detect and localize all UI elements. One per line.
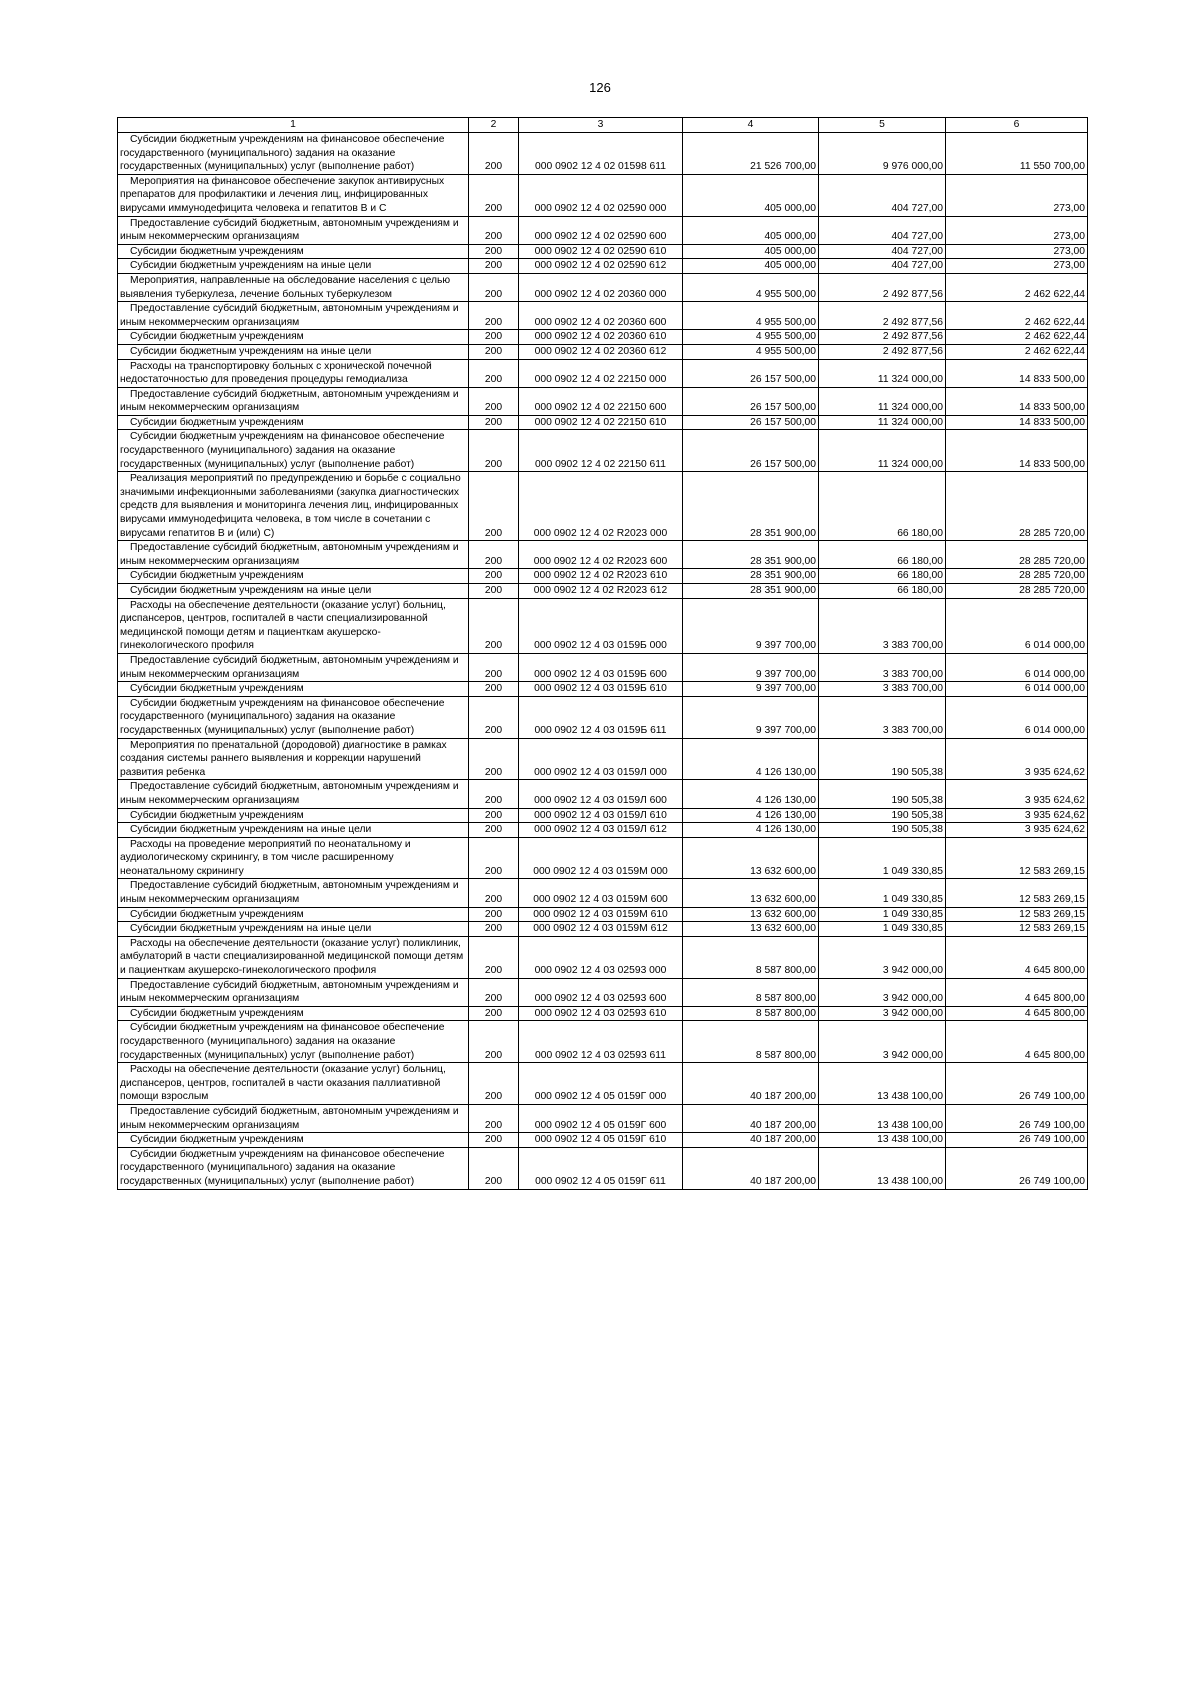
row-name-cell: Субсидии бюджетным учреждениям на иные цели — [118, 823, 469, 838]
row-amount-col4-cell: 4 955 500,00 — [683, 330, 819, 345]
row-kvr-cell: 200 — [469, 344, 519, 359]
row-name-cell: Предоставление субсидий бюджетным, автономным учреждениям и иным некоммерческим организациям — [118, 541, 469, 569]
row-amount-col4-cell: 9 397 700,00 — [683, 682, 819, 697]
table-row — [118, 978, 1088, 1006]
row-name-cell: Субсидии бюджетным учреждениям на иные цели — [118, 584, 469, 599]
row-amount-col6-cell: 4 645 800,00 — [946, 978, 1088, 1006]
row-code-cell: 000 0902 12 4 02 R2023 610 — [519, 569, 683, 584]
table-row — [118, 598, 1088, 653]
row-kvr-cell: 200 — [469, 1006, 519, 1021]
row-name-cell: Субсидии бюджетным учреждениям — [118, 569, 469, 584]
row-name-cell: Предоставление субсидий бюджетным, автономным учреждениям и иным некоммерческим организациям — [118, 216, 469, 244]
row-name-cell: Расходы на транспортировку больных с хронической почечной недостаточностью для проведения процедуры гемодиализа — [118, 359, 469, 387]
table-row — [118, 738, 1088, 780]
row-name-cell: Расходы на обеспечение деятельности (оказание услуг) поликлиник, амбулаторий в части специализированной медицинской помощи детям и пациенткам акушерско-гинекологического профиля — [118, 936, 469, 978]
header-cell-6: 6 — [946, 118, 1088, 133]
row-code-cell: 000 0902 12 4 03 0159Л 600 — [519, 780, 683, 808]
row-kvr-cell: 200 — [469, 584, 519, 599]
row-amount-col6-cell: 11 550 700,00 — [946, 133, 1088, 175]
row-name-cell: Субсидии бюджетным учреждениям на финансовое обеспечение государственного (муниципального) задания на оказание государственных (муниципальных) услуг (выполнение работ) — [118, 1021, 469, 1063]
row-code-cell: 000 0902 12 4 03 02593 600 — [519, 978, 683, 1006]
row-amount-col5-cell: 2 492 877,56 — [819, 273, 946, 301]
row-kvr-cell: 200 — [469, 823, 519, 838]
table-row — [118, 359, 1088, 387]
row-kvr-cell: 200 — [469, 837, 519, 879]
row-amount-col6-cell: 26 749 100,00 — [946, 1063, 1088, 1105]
row-name-cell: Субсидии бюджетным учреждениям на финансовое обеспечение государственного (муниципального) задания на оказание государственных (муниципальных) услуг (выполнение работ) — [118, 133, 469, 175]
table-row — [118, 1021, 1088, 1063]
row-code-cell: 000 0902 12 4 02 02590 600 — [519, 216, 683, 244]
row-amount-col5-cell: 1 049 330,85 — [819, 879, 946, 907]
row-amount-col6-cell: 4 645 800,00 — [946, 1006, 1088, 1021]
row-name-cell: Мероприятия на финансовое обеспечение закупок антивирусных препаратов для профилактики и лечения лиц, инфицированных вирусами иммунодефицита человека и гепатитов В и С — [118, 174, 469, 216]
table-row — [118, 415, 1088, 430]
row-code-cell: 000 0902 12 4 02 R2023 600 — [519, 541, 683, 569]
row-amount-col4-cell: 4 126 130,00 — [683, 738, 819, 780]
row-kvr-cell: 200 — [469, 472, 519, 541]
row-amount-col6-cell: 14 833 500,00 — [946, 359, 1088, 387]
row-amount-col6-cell: 26 749 100,00 — [946, 1133, 1088, 1148]
row-kvr-cell: 200 — [469, 273, 519, 301]
row-kvr-cell: 200 — [469, 541, 519, 569]
table-row — [118, 907, 1088, 922]
row-amount-col5-cell: 66 180,00 — [819, 569, 946, 584]
row-code-cell: 000 0902 12 4 02 R2023 612 — [519, 584, 683, 599]
row-amount-col5-cell: 3 383 700,00 — [819, 598, 946, 653]
row-kvr-cell: 200 — [469, 430, 519, 472]
row-amount-col5-cell: 404 727,00 — [819, 244, 946, 259]
row-amount-col4-cell: 4 955 500,00 — [683, 344, 819, 359]
row-code-cell: 000 0902 12 4 05 0159Г 611 — [519, 1147, 683, 1189]
table-row — [118, 780, 1088, 808]
table-row — [118, 879, 1088, 907]
row-name-cell: Субсидии бюджетным учреждениям на иные цели — [118, 344, 469, 359]
header-cell-1: 1 — [118, 118, 469, 133]
row-amount-col4-cell: 28 351 900,00 — [683, 472, 819, 541]
row-name-cell: Предоставление субсидий бюджетным, автономным учреждениям и иным некоммерческим организациям — [118, 302, 469, 330]
row-name-cell: Предоставление субсидий бюджетным, автономным учреждениям и иным некоммерческим организациям — [118, 879, 469, 907]
row-amount-col6-cell: 4 645 800,00 — [946, 936, 1088, 978]
row-kvr-cell: 200 — [469, 359, 519, 387]
row-amount-col6-cell: 2 462 622,44 — [946, 344, 1088, 359]
row-amount-col4-cell: 4 955 500,00 — [683, 302, 819, 330]
row-name-cell: Субсидии бюджетным учреждениям на финансовое обеспечение государственного (муниципального) задания на оказание государственных (муниципальных) услуг (выполнение работ) — [118, 1147, 469, 1189]
row-amount-col6-cell: 6 014 000,00 — [946, 682, 1088, 697]
row-amount-col4-cell: 4 955 500,00 — [683, 273, 819, 301]
row-kvr-cell: 200 — [469, 415, 519, 430]
row-name-cell: Субсидии бюджетным учреждениям — [118, 907, 469, 922]
row-amount-col6-cell: 6 014 000,00 — [946, 653, 1088, 681]
row-amount-col5-cell: 66 180,00 — [819, 472, 946, 541]
row-code-cell: 000 0902 12 4 05 0159Г 610 — [519, 1133, 683, 1148]
row-amount-col6-cell: 3 935 624,62 — [946, 738, 1088, 780]
row-name-cell: Расходы на обеспечение деятельности (оказание услуг) больниц, диспансеров, центров, госпиталей в части специализированной медицинской помощи детям и пациенткам акушерско-гинекологического профиля — [118, 598, 469, 653]
row-amount-col6-cell: 6 014 000,00 — [946, 696, 1088, 738]
row-amount-col4-cell: 9 397 700,00 — [683, 696, 819, 738]
table-row — [118, 1147, 1088, 1189]
row-code-cell: 000 0902 12 4 02 22150 600 — [519, 387, 683, 415]
row-kvr-cell: 200 — [469, 907, 519, 922]
row-amount-col5-cell: 1 049 330,85 — [819, 907, 946, 922]
row-amount-col5-cell: 190 505,38 — [819, 808, 946, 823]
row-code-cell: 000 0902 12 4 02 02590 000 — [519, 174, 683, 216]
row-amount-col4-cell: 9 397 700,00 — [683, 653, 819, 681]
row-amount-col6-cell: 12 583 269,15 — [946, 879, 1088, 907]
row-amount-col6-cell: 3 935 624,62 — [946, 823, 1088, 838]
row-amount-col5-cell: 3 942 000,00 — [819, 1006, 946, 1021]
row-amount-col4-cell: 21 526 700,00 — [683, 133, 819, 175]
row-amount-col6-cell: 2 462 622,44 — [946, 273, 1088, 301]
row-amount-col5-cell: 1 049 330,85 — [819, 837, 946, 879]
row-amount-col6-cell: 26 749 100,00 — [946, 1147, 1088, 1189]
row-amount-col4-cell: 40 187 200,00 — [683, 1133, 819, 1148]
table-row — [118, 387, 1088, 415]
row-name-cell: Предоставление субсидий бюджетным, автономным учреждениям и иным некоммерческим организациям — [118, 653, 469, 681]
row-name-cell: Мероприятия по пренатальной (дородовой) диагностике в рамках создания системы раннего выявления и коррекции нарушений развития ребенка — [118, 738, 469, 780]
row-amount-col4-cell: 13 632 600,00 — [683, 907, 819, 922]
row-code-cell: 000 0902 12 4 02 20360 600 — [519, 302, 683, 330]
table-row — [118, 244, 1088, 259]
table-row — [118, 682, 1088, 697]
row-kvr-cell: 200 — [469, 1063, 519, 1105]
row-name-cell: Субсидии бюджетным учреждениям на иные цели — [118, 922, 469, 937]
row-code-cell: 000 0902 12 4 03 0159М 600 — [519, 879, 683, 907]
row-name-cell: Мероприятия, направленные на обследование населения с целью выявления туберкулеза, лечение больных туберкулезом — [118, 273, 469, 301]
table-row — [118, 569, 1088, 584]
row-amount-col5-cell: 190 505,38 — [819, 738, 946, 780]
row-amount-col5-cell: 404 727,00 — [819, 259, 946, 274]
row-code-cell: 000 0902 12 4 05 0159Г 600 — [519, 1104, 683, 1132]
row-amount-col6-cell: 4 645 800,00 — [946, 1021, 1088, 1063]
row-kvr-cell: 200 — [469, 216, 519, 244]
row-kvr-cell: 200 — [469, 330, 519, 345]
row-amount-col5-cell: 3 942 000,00 — [819, 1021, 946, 1063]
row-code-cell: 000 0902 12 4 03 0159Л 000 — [519, 738, 683, 780]
header-cell-5: 5 — [819, 118, 946, 133]
row-amount-col5-cell: 66 180,00 — [819, 584, 946, 599]
row-amount-col4-cell: 4 126 130,00 — [683, 808, 819, 823]
row-kvr-cell: 200 — [469, 879, 519, 907]
table-row — [118, 837, 1088, 879]
row-amount-col6-cell: 12 583 269,15 — [946, 837, 1088, 879]
row-kvr-cell: 200 — [469, 808, 519, 823]
row-name-cell: Субсидии бюджетным учреждениям на финансовое обеспечение государственного (муниципального) задания на оказание государственных (муниципальных) услуг (выполнение работ) — [118, 430, 469, 472]
row-code-cell: 000 0902 12 4 02 20360 612 — [519, 344, 683, 359]
table-row — [118, 259, 1088, 274]
table-row — [118, 922, 1088, 937]
row-amount-col6-cell: 273,00 — [946, 216, 1088, 244]
row-amount-col6-cell: 273,00 — [946, 259, 1088, 274]
row-code-cell: 000 0902 12 4 03 0159Б 611 — [519, 696, 683, 738]
header-row — [118, 118, 1088, 133]
row-amount-col5-cell: 9 976 000,00 — [819, 133, 946, 175]
row-kvr-cell: 200 — [469, 133, 519, 175]
row-amount-col4-cell: 40 187 200,00 — [683, 1063, 819, 1105]
row-amount-col4-cell: 26 157 500,00 — [683, 415, 819, 430]
row-code-cell: 000 0902 12 4 03 0159Б 610 — [519, 682, 683, 697]
table-row — [118, 273, 1088, 301]
row-amount-col4-cell: 8 587 800,00 — [683, 978, 819, 1006]
row-code-cell: 000 0902 12 4 03 0159Л 610 — [519, 808, 683, 823]
row-kvr-cell: 200 — [469, 174, 519, 216]
table-row — [118, 696, 1088, 738]
table-row — [118, 653, 1088, 681]
row-amount-col5-cell: 13 438 100,00 — [819, 1133, 946, 1148]
row-name-cell: Субсидии бюджетным учреждениям — [118, 330, 469, 345]
table-row — [118, 541, 1088, 569]
row-amount-col4-cell: 28 351 900,00 — [683, 584, 819, 599]
row-amount-col5-cell: 11 324 000,00 — [819, 359, 946, 387]
row-kvr-cell: 200 — [469, 922, 519, 937]
row-code-cell: 000 0902 12 4 03 02593 000 — [519, 936, 683, 978]
row-name-cell: Расходы на проведение мероприятий по неонатальному и аудиологическому скринингу, в том числе расширенному неонатальному скринингу — [118, 837, 469, 879]
row-amount-col6-cell: 14 833 500,00 — [946, 430, 1088, 472]
row-amount-col5-cell: 3 942 000,00 — [819, 936, 946, 978]
row-code-cell: 000 0902 12 4 02 22150 610 — [519, 415, 683, 430]
row-kvr-cell: 200 — [469, 1133, 519, 1148]
row-name-cell: Предоставление субсидий бюджетным, автономным учреждениям и иным некоммерческим организациям — [118, 1104, 469, 1132]
table-row — [118, 216, 1088, 244]
row-code-cell: 000 0902 12 4 03 0159Б 000 — [519, 598, 683, 653]
row-name-cell: Субсидии бюджетным учреждениям — [118, 808, 469, 823]
row-amount-col5-cell: 190 505,38 — [819, 780, 946, 808]
row-amount-col4-cell: 13 632 600,00 — [683, 837, 819, 879]
table-row — [118, 302, 1088, 330]
row-amount-col6-cell: 6 014 000,00 — [946, 598, 1088, 653]
row-kvr-cell: 200 — [469, 936, 519, 978]
row-amount-col5-cell: 3 383 700,00 — [819, 682, 946, 697]
row-code-cell: 000 0902 12 4 03 02593 611 — [519, 1021, 683, 1063]
row-code-cell: 000 0902 12 4 02 20360 610 — [519, 330, 683, 345]
table-row — [118, 808, 1088, 823]
table-row — [118, 936, 1088, 978]
row-amount-col5-cell: 1 049 330,85 — [819, 922, 946, 937]
row-amount-col5-cell: 190 505,38 — [819, 823, 946, 838]
row-kvr-cell: 200 — [469, 738, 519, 780]
row-amount-col6-cell: 12 583 269,15 — [946, 922, 1088, 937]
row-code-cell: 000 0902 12 4 05 0159Г 000 — [519, 1063, 683, 1105]
row-amount-col4-cell: 8 587 800,00 — [683, 1021, 819, 1063]
row-amount-col4-cell: 405 000,00 — [683, 259, 819, 274]
row-amount-col6-cell: 273,00 — [946, 174, 1088, 216]
row-amount-col6-cell: 2 462 622,44 — [946, 302, 1088, 330]
table-body — [118, 133, 1088, 1190]
page-number: 126 — [589, 80, 611, 95]
row-kvr-cell: 200 — [469, 1147, 519, 1189]
row-name-cell: Предоставление субсидий бюджетным, автономным учреждениям и иным некоммерческим организациям — [118, 978, 469, 1006]
row-amount-col5-cell: 3 942 000,00 — [819, 978, 946, 1006]
row-code-cell: 000 0902 12 4 03 0159М 612 — [519, 922, 683, 937]
table-row — [118, 823, 1088, 838]
table-row — [118, 430, 1088, 472]
table-row — [118, 1133, 1088, 1148]
row-amount-col4-cell: 28 351 900,00 — [683, 569, 819, 584]
row-amount-col4-cell: 26 157 500,00 — [683, 387, 819, 415]
table-row — [118, 1006, 1088, 1021]
row-amount-col4-cell: 405 000,00 — [683, 216, 819, 244]
row-amount-col6-cell: 28 285 720,00 — [946, 541, 1088, 569]
budget-table — [117, 117, 1088, 1190]
row-kvr-cell: 200 — [469, 259, 519, 274]
row-amount-col4-cell: 26 157 500,00 — [683, 359, 819, 387]
table-row — [118, 584, 1088, 599]
row-amount-col4-cell: 405 000,00 — [683, 244, 819, 259]
row-kvr-cell: 200 — [469, 302, 519, 330]
row-amount-col6-cell: 28 285 720,00 — [946, 569, 1088, 584]
row-name-cell: Реализация мероприятий по предупреждению и борьбе с социально значимыми инфекционными заболеваниями (закупка диагностических средств для выявления и мониторинга лечения лиц, инфицированных вирусами иммунодефицита человека, в том числе в сочетании с вирусами гепатитов В и (или) С) — [118, 472, 469, 541]
row-amount-col6-cell: 28 285 720,00 — [946, 584, 1088, 599]
row-kvr-cell: 200 — [469, 569, 519, 584]
row-name-cell: Субсидии бюджетным учреждениям — [118, 1006, 469, 1021]
table-row — [118, 1104, 1088, 1132]
row-kvr-cell: 200 — [469, 244, 519, 259]
table-row — [118, 1063, 1088, 1105]
row-name-cell: Субсидии бюджетным учреждениям на иные цели — [118, 259, 469, 274]
row-amount-col4-cell: 26 157 500,00 — [683, 430, 819, 472]
row-amount-col5-cell: 11 324 000,00 — [819, 415, 946, 430]
row-kvr-cell: 200 — [469, 978, 519, 1006]
row-code-cell: 000 0902 12 4 02 22150 611 — [519, 430, 683, 472]
row-amount-col4-cell: 40 187 200,00 — [683, 1104, 819, 1132]
row-amount-col4-cell: 28 351 900,00 — [683, 541, 819, 569]
row-code-cell: 000 0902 12 4 03 0159Л 612 — [519, 823, 683, 838]
row-amount-col5-cell: 13 438 100,00 — [819, 1104, 946, 1132]
row-amount-col6-cell: 26 749 100,00 — [946, 1104, 1088, 1132]
row-amount-col5-cell: 11 324 000,00 — [819, 387, 946, 415]
row-amount-col4-cell: 8 587 800,00 — [683, 1006, 819, 1021]
row-code-cell: 000 0902 12 4 03 02593 610 — [519, 1006, 683, 1021]
row-amount-col4-cell: 40 187 200,00 — [683, 1147, 819, 1189]
row-name-cell: Субсидии бюджетным учреждениям — [118, 1133, 469, 1148]
header-cell-4: 4 — [683, 118, 819, 133]
row-kvr-cell: 200 — [469, 696, 519, 738]
row-amount-col5-cell: 404 727,00 — [819, 216, 946, 244]
row-amount-col4-cell: 13 632 600,00 — [683, 879, 819, 907]
row-kvr-cell: 200 — [469, 1104, 519, 1132]
row-name-cell: Субсидии бюджетным учреждениям — [118, 682, 469, 697]
row-amount-col5-cell: 13 438 100,00 — [819, 1063, 946, 1105]
row-code-cell: 000 0902 12 4 02 20360 000 — [519, 273, 683, 301]
row-amount-col4-cell: 4 126 130,00 — [683, 823, 819, 838]
table-row — [118, 330, 1088, 345]
row-code-cell: 000 0902 12 4 03 0159Б 600 — [519, 653, 683, 681]
row-name-cell: Расходы на обеспечение деятельности (оказание услуг) больниц, диспансеров, центров, госпиталей в части оказания паллиативной помощи взрослым — [118, 1063, 469, 1105]
row-amount-col5-cell: 3 383 700,00 — [819, 653, 946, 681]
row-amount-col5-cell: 11 324 000,00 — [819, 430, 946, 472]
row-amount-col4-cell: 9 397 700,00 — [683, 598, 819, 653]
row-code-cell: 000 0902 12 4 02 R2023 000 — [519, 472, 683, 541]
row-amount-col6-cell: 14 833 500,00 — [946, 415, 1088, 430]
row-amount-col6-cell: 3 935 624,62 — [946, 780, 1088, 808]
row-kvr-cell: 200 — [469, 1021, 519, 1063]
row-kvr-cell: 200 — [469, 387, 519, 415]
row-amount-col5-cell: 2 492 877,56 — [819, 302, 946, 330]
row-kvr-cell: 200 — [469, 598, 519, 653]
table-row — [118, 344, 1088, 359]
header-cell-3: 3 — [519, 118, 683, 133]
row-amount-col6-cell: 12 583 269,15 — [946, 907, 1088, 922]
row-name-cell: Предоставление субсидий бюджетным, автономным учреждениям и иным некоммерческим организациям — [118, 387, 469, 415]
row-code-cell: 000 0902 12 4 02 22150 000 — [519, 359, 683, 387]
row-name-cell: Субсидии бюджетным учреждениям — [118, 244, 469, 259]
row-amount-col5-cell: 2 492 877,56 — [819, 330, 946, 345]
header-cell-2: 2 — [469, 118, 519, 133]
row-amount-col5-cell: 3 383 700,00 — [819, 696, 946, 738]
row-name-cell: Предоставление субсидий бюджетным, автономным учреждениям и иным некоммерческим организациям — [118, 780, 469, 808]
row-amount-col4-cell: 8 587 800,00 — [683, 936, 819, 978]
row-code-cell: 000 0902 12 4 02 02590 612 — [519, 259, 683, 274]
row-amount-col4-cell: 405 000,00 — [683, 174, 819, 216]
row-amount-col6-cell: 273,00 — [946, 244, 1088, 259]
row-amount-col5-cell: 13 438 100,00 — [819, 1147, 946, 1189]
row-amount-col6-cell: 28 285 720,00 — [946, 472, 1088, 541]
row-amount-col6-cell: 3 935 624,62 — [946, 808, 1088, 823]
row-amount-col6-cell: 2 462 622,44 — [946, 330, 1088, 345]
table-row — [118, 133, 1088, 175]
row-amount-col6-cell: 14 833 500,00 — [946, 387, 1088, 415]
row-amount-col4-cell: 13 632 600,00 — [683, 922, 819, 937]
row-code-cell: 000 0902 12 4 02 01598 611 — [519, 133, 683, 175]
row-kvr-cell: 200 — [469, 653, 519, 681]
row-code-cell: 000 0902 12 4 03 0159М 000 — [519, 837, 683, 879]
row-code-cell: 000 0902 12 4 03 0159М 610 — [519, 907, 683, 922]
row-kvr-cell: 200 — [469, 682, 519, 697]
row-name-cell: Субсидии бюджетным учреждениям — [118, 415, 469, 430]
table-row — [118, 174, 1088, 216]
row-amount-col5-cell: 2 492 877,56 — [819, 344, 946, 359]
row-amount-col4-cell: 4 126 130,00 — [683, 780, 819, 808]
row-amount-col5-cell: 66 180,00 — [819, 541, 946, 569]
row-kvr-cell: 200 — [469, 780, 519, 808]
row-code-cell: 000 0902 12 4 02 02590 610 — [519, 244, 683, 259]
row-name-cell: Субсидии бюджетным учреждениям на финансовое обеспечение государственного (муниципального) задания на оказание государственных (муниципальных) услуг (выполнение работ) — [118, 696, 469, 738]
table-row — [118, 472, 1088, 541]
row-amount-col5-cell: 404 727,00 — [819, 174, 946, 216]
